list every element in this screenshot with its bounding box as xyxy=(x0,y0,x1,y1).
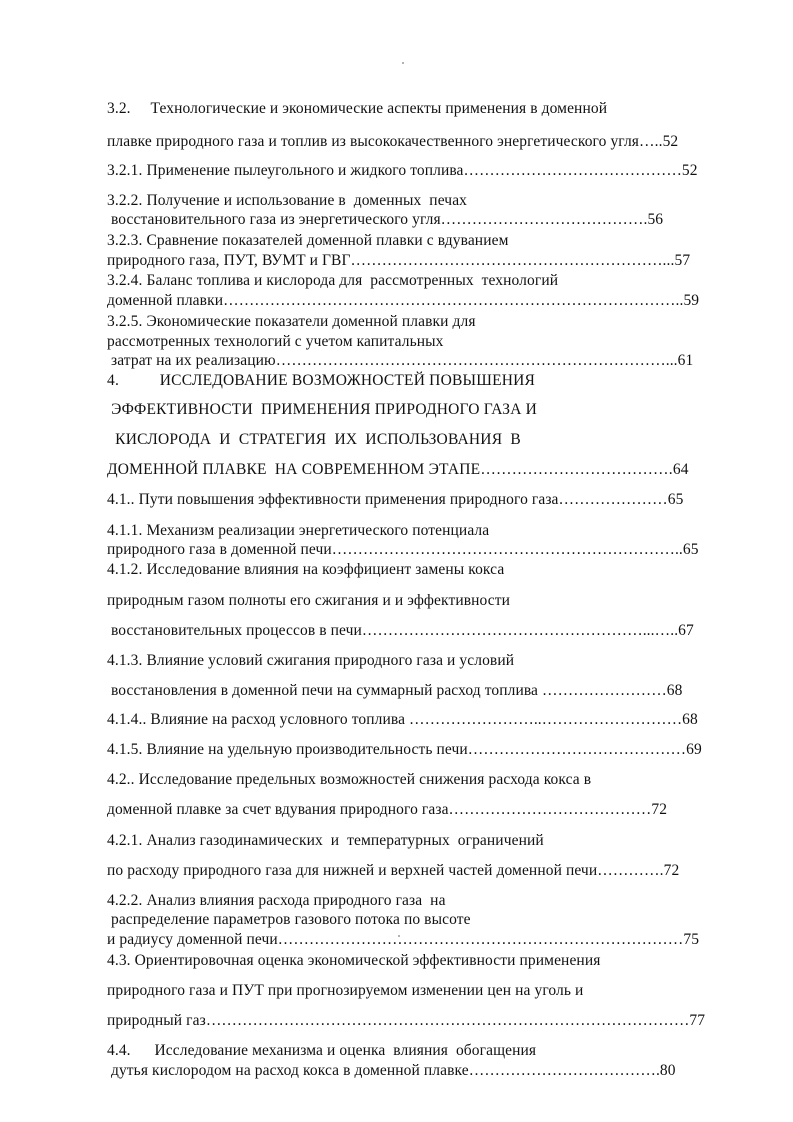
toc-line: природного газа в доменной печи…………………………………………………………..65 xyxy=(107,541,699,558)
toc-section-3-2-4: 3.2.4. Баланс топлива и кислорода для рассмотренных технологий xyxy=(107,272,559,289)
toc-section-4-1-5: 4.1.5. Влияние на удельную производительность печи……………………………………69 xyxy=(107,741,702,758)
toc-line: природным газом полноты его сжигания и и эффективности xyxy=(107,592,511,609)
toc-line: дутья кислородом на расход кокса в доменной плавке……………………………….80 xyxy=(107,1062,676,1079)
toc-line: по расходу природного газа для нижней и верхней частей доменной печи………….72 xyxy=(107,862,680,879)
toc-line: плавке природного газа и топлив из высококачественного энергетического угля…..52 xyxy=(107,133,679,150)
toc-line: природного газа, ПУТ, ВУМТ и ГВГ……………………………………………………...57 xyxy=(107,252,691,269)
toc-section-4-1-3: 4.1.3. Влияние условий сжигания природного газа и условий xyxy=(107,652,515,669)
toc-section-3-2-3: 3.2.3. Сравнение показателей доменной плавки с вдуванием xyxy=(107,232,509,249)
toc-line: рассмотренных технологий с учетом капитальных xyxy=(107,333,444,350)
toc-line: ЭФФЕКТИВНОСТИ ПРИМЕНЕНИЯ ПРИРОДНОГО ГАЗА И xyxy=(107,401,538,418)
toc-line: доменной плавке за счет вдувания природного газа…………………………………72 xyxy=(107,801,668,818)
toc-section-4-2-1: 4.2.1. Анализ газодинамических и температурных ограничений xyxy=(107,832,544,849)
toc-line: КИСЛОРОДА И СТРАТЕГИЯ ИХ ИСПОЛЬЗОВАНИЯ В xyxy=(107,431,521,448)
toc-line: доменной плавки……………………………………………………………………………..59 xyxy=(107,292,700,309)
toc-section-4-2-2: 4.2.2. Анализ влияния расхода природного газа на xyxy=(107,892,446,909)
toc-line: и радиусу доменной печи……………………………………………………………………75 xyxy=(107,931,700,948)
toc-section-4-1-2: 4.1.2. Исследование влияния на коэффициент замены кокса xyxy=(107,561,505,578)
scan-speck xyxy=(402,62,404,64)
toc-section-4-4: 4.4. Исследование механизма и оценка влияния обогащения xyxy=(107,1042,537,1059)
toc-section-3-2: 3.2. Технологические и экономические аспекты применения в доменной xyxy=(107,100,608,117)
toc-section-3-2-5: 3.2.5. Экономические показатели доменной плавки для xyxy=(107,313,476,330)
toc-line: восстановительных процессов в печи………………………………………………...…..67 xyxy=(107,622,694,639)
toc-line: распределение параметров газового потока по высоте xyxy=(107,911,471,928)
toc-line: природного газа и ПУТ при прогнозируемом изменении цен на уголь и xyxy=(107,982,584,999)
toc-section-4-3: 4.3. Ориентировочная оценка экономической эффективности применения xyxy=(107,952,601,969)
toc-section-3-2-2: 3.2.2. Получение и использование в доменных печах xyxy=(107,192,468,209)
toc-section-4-1-4: 4.1.4.. Влияние на расход условного топлива ……………………..………………………68 xyxy=(107,711,698,728)
toc-line: восстановительного газа из энергетического угля………………………………….56 xyxy=(107,211,664,228)
toc-line: природный газ…………………………………………………………………………………77 xyxy=(107,1012,706,1029)
toc-line: затрат на их реализацию…………………………………………………………………...61 xyxy=(107,352,694,369)
toc-section-4-2: 4.2.. Исследование предельных возможностей снижения расхода кокса в xyxy=(107,771,592,788)
toc-section-4-1: 4.1.. Пути повышения эффективности применения природного газа…………………65 xyxy=(107,491,684,508)
toc-chapter-4: 4. ИССЛЕДОВАНИЕ ВОЗМОЖНОСТЕЙ ПОВЫШЕНИЯ xyxy=(107,372,536,389)
toc-line: ДОМЕННОЙ ПЛАВКЕ НА СОВРЕМЕННОМ ЭТАПЕ……………………………….64 xyxy=(107,461,689,478)
toc-section-4-1-1: 4.1.1. Механизм реализации энергетического потенциала xyxy=(107,522,490,539)
toc-line: восстановления в доменной печи на суммарный расход топлива ……………………68 xyxy=(107,682,683,699)
toc-section-3-2-1: 3.2.1. Применение пылеугольного и жидкого топлива……………………………………52 xyxy=(107,162,698,179)
